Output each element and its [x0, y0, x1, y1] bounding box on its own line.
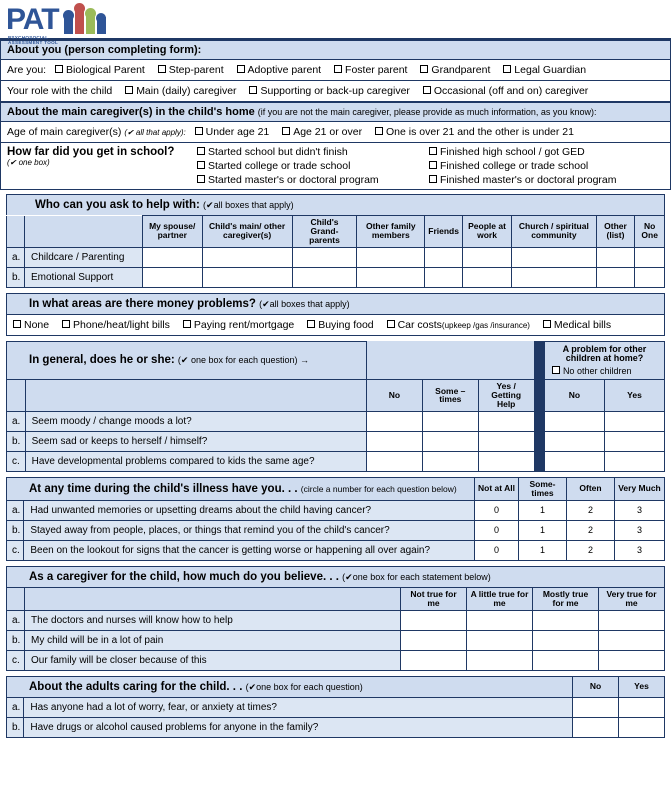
checkbox-mixed-ages[interactable] — [375, 127, 383, 135]
col-no: No — [367, 380, 423, 412]
table-row — [7, 630, 665, 650]
col-grandparents: Child's Grand- parents — [292, 216, 357, 248]
cell-grandparents[interactable] — [292, 247, 357, 267]
cell-no[interactable] — [573, 697, 619, 717]
cell-mostly-true[interactable] — [533, 610, 599, 630]
adults-table — [6, 676, 665, 738]
option-biological-parent[interactable]: Biological Parent — [55, 64, 145, 76]
cell-a-little-true[interactable] — [467, 650, 533, 670]
cell-other-list[interactable] — [596, 267, 635, 287]
role-label: Your role with the child — [7, 85, 113, 97]
cell-other-no[interactable] — [544, 411, 604, 431]
table-row — [7, 431, 665, 451]
score-3[interactable]: 3 — [615, 540, 665, 560]
row-label: Have developmental problems compared to kids the same age? — [25, 451, 366, 471]
checkbox-biological-parent[interactable] — [55, 65, 63, 73]
col-people-at-work: People at work — [462, 216, 511, 248]
col-other-no: No — [544, 380, 604, 412]
section-money-title: In what areas are there money problems? (✔all boxes that apply) — [6, 293, 665, 315]
col-yes: Yes — [619, 676, 665, 697]
logo-subtitle: PSYCHOSOCIAL ASSESSMENT TOOL — [8, 35, 59, 45]
believe-title-row: As a caregiver for the child, how much do you believe. . . (✔one box for each statement below) — [7, 566, 665, 587]
checkbox-phone-bills[interactable] — [62, 320, 70, 328]
cell-main-caregivers[interactable] — [202, 247, 292, 267]
col-sometimes: Some- times — [519, 477, 567, 500]
believe-header-row — [7, 587, 665, 610]
age-note: (✔ all that apply): — [124, 128, 186, 137]
cell-other-no[interactable] — [544, 451, 604, 471]
col-not-true: Not true for me — [401, 587, 467, 610]
cell-yes[interactable] — [619, 697, 665, 717]
option-phone-bills[interactable]: Phone/heat/light bills — [62, 319, 170, 331]
row-index: c. — [7, 451, 26, 471]
option-occasional-caregiver[interactable]: Occasional (off and on) caregiver — [423, 85, 588, 97]
cell-not-true[interactable] — [401, 650, 467, 670]
col-other-family: Other family members — [357, 216, 425, 248]
row-label: Stayed away from people, places, or things that remind you of the child's cancer? — [24, 520, 475, 540]
option-car-costs[interactable]: Car costs(upkeep /gas /insurance) — [387, 319, 530, 331]
score-1[interactable]: 1 — [519, 540, 567, 560]
row-label: Seem moody / change moods a lot? — [25, 411, 366, 431]
table-row — [7, 697, 665, 717]
row-label: Had unwanted memories or upsetting dreams about the child having cancer? — [24, 500, 475, 520]
row-index: b. — [7, 717, 24, 737]
cell-very-true[interactable] — [599, 630, 665, 650]
cell-mostly-true[interactable] — [533, 650, 599, 670]
section-adults-title: About the adults caring for the child. . . — [29, 680, 243, 693]
cell-no[interactable] — [367, 411, 423, 431]
checkbox-grandparent[interactable] — [420, 65, 428, 73]
row-index: c. — [7, 540, 24, 560]
option-main-caregiver[interactable]: Main (daily) caregiver — [125, 85, 236, 97]
cell-not-true[interactable] — [401, 610, 467, 630]
row-index: b. — [7, 431, 26, 451]
believe-table — [6, 566, 665, 671]
row-label: Has anyone had a lot of worry, fear, or anxiety at times? — [24, 697, 573, 717]
cell-grandparents[interactable] — [292, 267, 357, 287]
cell-church[interactable] — [512, 247, 597, 267]
checkbox-food[interactable] — [307, 320, 315, 328]
cell-yes[interactable] — [619, 717, 665, 737]
school-note: (✔ one box) — [7, 158, 50, 167]
cell-a-little-true[interactable] — [467, 610, 533, 630]
are-you-label: Are you: — [7, 64, 47, 76]
checkbox-under-21[interactable] — [195, 127, 203, 135]
cell-no-one[interactable] — [635, 267, 665, 287]
row-label: Childcare / Parenting — [25, 247, 143, 267]
col-a-little-true: A little true for me — [467, 587, 533, 610]
school-row — [0, 143, 671, 190]
cell-friends[interactable] — [425, 267, 463, 287]
option-grandparent[interactable]: Grandparent — [420, 64, 490, 76]
option-supporting-caregiver[interactable]: Supporting or back-up caregiver — [249, 85, 409, 97]
row-index: a. — [7, 500, 24, 520]
row-index: b. — [7, 520, 24, 540]
cell-no[interactable] — [573, 717, 619, 737]
option-mixed-ages[interactable]: One is over 21 and the other is under 21 — [375, 126, 574, 138]
table-row — [7, 610, 665, 630]
cell-no-one[interactable] — [635, 247, 665, 267]
cell-friends[interactable] — [425, 247, 463, 267]
option-medical-bills[interactable]: Medical bills — [543, 319, 611, 331]
cell-other-family[interactable] — [357, 267, 425, 287]
section-illness-title: At any time during the child's illness have you. . . — [29, 482, 298, 495]
help-table-header-row — [7, 216, 665, 248]
logo-title: PAT — [6, 3, 59, 36]
option-food[interactable]: Buying food — [307, 319, 373, 331]
score-0[interactable]: 0 — [475, 540, 519, 560]
role-row — [0, 81, 671, 102]
score-2[interactable]: 2 — [567, 500, 615, 520]
checkbox-none[interactable] — [13, 320, 21, 328]
table-row — [7, 540, 665, 560]
option-foster-parent[interactable]: Foster parent — [334, 64, 407, 76]
row-label: Been on the lookout for signs that the cancer is getting worse or happening all over again? — [24, 540, 475, 560]
row-label: Emotional Support — [25, 267, 143, 287]
cell-church[interactable] — [512, 267, 597, 287]
col-main-caregivers: Child's main/ other caregiver(s) — [202, 216, 292, 248]
col-not-at-all: Not at All — [475, 477, 519, 500]
col-no: No — [573, 676, 619, 697]
cell-people-at-work[interactable] — [462, 267, 511, 287]
col-spouse: My spouse/ partner — [143, 216, 203, 248]
cell-other-list[interactable] — [596, 247, 635, 267]
illness-header-row: At any time during the child's illness have you. . . (circle a number for each question below) Not at All Some- times Often Very Much — [7, 477, 665, 500]
option-step-parent[interactable]: Step-parent — [158, 64, 224, 76]
school-label: How far did you get in school? — [7, 146, 175, 158]
checkbox-car-costs[interactable] — [387, 320, 395, 328]
general-header-row — [7, 380, 665, 412]
checkbox-finished-masters[interactable] — [429, 175, 437, 183]
option-finished-masters[interactable]: Finished master's or doctoral program — [429, 174, 617, 186]
row-label: Our family will be closer because of this — [25, 650, 401, 670]
section-caregivers-title: About the main caregiver(s) in the child's home (if you are not the main caregiver, please provide as much information, as you know): — [0, 102, 671, 122]
cell-a-little-true[interactable] — [467, 630, 533, 650]
cell-mostly-true[interactable] — [533, 630, 599, 650]
checkbox-supporting-caregiver[interactable] — [249, 86, 257, 94]
row-index: c. — [7, 650, 25, 670]
col-yes-getting-help: Yes / Getting Help — [478, 380, 534, 412]
cell-people-at-work[interactable] — [462, 247, 511, 267]
checkbox-no-other-children[interactable] — [552, 366, 560, 374]
col-often: Often — [567, 477, 615, 500]
cell-not-true[interactable] — [401, 630, 467, 650]
cell-yes[interactable] — [478, 451, 534, 471]
cell-sometimes[interactable] — [422, 451, 478, 471]
option-finished-college[interactable]: Finished college or trade school — [429, 160, 588, 172]
cell-other-yes[interactable] — [604, 411, 664, 431]
cell-very-true[interactable] — [599, 650, 665, 670]
cell-other-yes[interactable] — [604, 431, 664, 451]
table-row — [7, 650, 665, 670]
other-children-header: A problem for other children at home? — [562, 343, 647, 364]
are-you-row — [0, 60, 671, 81]
cell-main-caregivers[interactable] — [202, 267, 292, 287]
row-index: a. — [7, 610, 25, 630]
option-started-school[interactable]: Started school but didn't finish — [197, 146, 348, 158]
cell-sometimes[interactable] — [422, 411, 478, 431]
col-mostly-true: Mostly true for me — [533, 587, 599, 610]
cell-other-no[interactable] — [544, 431, 604, 451]
checkbox-medical-bills[interactable] — [543, 320, 551, 328]
score-0[interactable]: 0 — [475, 520, 519, 540]
cell-spouse[interactable] — [143, 267, 203, 287]
row-index: a. — [7, 697, 24, 717]
option-finished-highschool[interactable]: Finished high school / got GED — [429, 146, 585, 158]
cell-spouse[interactable] — [143, 247, 203, 267]
table-row — [7, 717, 665, 737]
row-label: Have drugs or alcohol caused problems for anyone in the family? — [24, 717, 573, 737]
cell-other-yes[interactable] — [604, 451, 664, 471]
score-2[interactable]: 2 — [567, 540, 615, 560]
logo-header — [0, 0, 671, 45]
option-none[interactable]: None — [13, 319, 49, 331]
checkbox-rent[interactable] — [183, 320, 191, 328]
cell-very-true[interactable] — [599, 610, 665, 630]
checkbox-finished-highschool[interactable] — [429, 147, 437, 155]
help-table — [6, 215, 665, 288]
cell-sometimes[interactable] — [422, 431, 478, 451]
option-21-or-over[interactable]: Age 21 or over — [282, 126, 362, 138]
score-1[interactable]: 1 — [519, 500, 567, 520]
general-title-row: In general, does he or she: (✔ one box for each question) → A problem for other children at home? No other children — [7, 341, 665, 379]
money-options-row — [6, 315, 665, 336]
row-label: The doctors and nurses will know how to help — [25, 610, 401, 630]
col-church: Church / spiritual community — [512, 216, 597, 248]
option-adoptive-parent[interactable]: Adoptive parent — [237, 64, 322, 76]
checkbox-step-parent[interactable] — [158, 65, 166, 73]
table-row — [7, 500, 665, 520]
table-row — [7, 267, 665, 287]
row-index: a. — [7, 247, 25, 267]
col-friends: Friends — [425, 216, 463, 248]
section-about-you-title: About you (person completing form): — [0, 40, 671, 60]
col-other-list: Other (list) — [596, 216, 635, 248]
checkbox-started-college[interactable] — [197, 161, 205, 169]
cell-yes[interactable] — [478, 411, 534, 431]
row-label: My child will be in a lot of pain — [25, 630, 401, 650]
score-0[interactable]: 0 — [475, 500, 519, 520]
col-very-true: Very true for me — [599, 587, 665, 610]
checkbox-adoptive-parent[interactable] — [237, 65, 245, 73]
table-row — [7, 451, 665, 471]
adults-header-row: About the adults caring for the child. . . (✔one box for each question) No Yes — [7, 676, 665, 697]
checkbox-started-masters[interactable] — [197, 175, 205, 183]
score-2[interactable]: 2 — [567, 520, 615, 540]
col-sometimes: Some – times — [422, 380, 478, 412]
logo — [6, 2, 110, 45]
col-very-much: Very Much — [615, 477, 665, 500]
cell-yes[interactable] — [478, 431, 534, 451]
table-row — [7, 247, 665, 267]
logo-people-icon — [62, 2, 110, 34]
checkbox-legal-guardian[interactable] — [503, 65, 511, 73]
illness-table — [6, 477, 665, 561]
option-rent[interactable]: Paying rent/mortgage — [183, 319, 294, 331]
row-index: a. — [7, 411, 26, 431]
option-under-21[interactable]: Under age 21 — [195, 126, 270, 138]
section-believe-title: As a caregiver for the child, how much do you believe. . . — [29, 570, 339, 583]
checkbox-finished-college[interactable] — [429, 161, 437, 169]
option-started-college[interactable]: Started college or trade school — [197, 160, 350, 172]
score-3[interactable]: 3 — [615, 520, 665, 540]
score-1[interactable]: 1 — [519, 520, 567, 540]
cell-no[interactable] — [367, 431, 423, 451]
cell-other-family[interactable] — [357, 247, 425, 267]
row-index: b. — [7, 630, 25, 650]
checkbox-21-or-over[interactable] — [282, 127, 290, 135]
section-general-title: In general, does he or she: — [29, 354, 175, 367]
table-row — [7, 520, 665, 540]
age-row — [0, 122, 671, 143]
checkbox-foster-parent[interactable] — [334, 65, 342, 73]
col-other-yes: Yes — [604, 380, 664, 412]
general-table — [6, 341, 665, 472]
checkbox-occasional-caregiver[interactable] — [423, 86, 431, 94]
cell-no[interactable] — [367, 451, 423, 471]
col-no-one: No One — [635, 216, 665, 248]
row-index: b. — [7, 267, 25, 287]
option-started-masters[interactable]: Started master's or doctoral program — [197, 174, 379, 186]
section-help-title: Who can you ask to help with: (✔all boxes that apply) — [6, 194, 665, 215]
age-label: Age of main caregiver(s) — [7, 126, 122, 138]
score-3[interactable]: 3 — [615, 500, 665, 520]
checkbox-main-caregiver[interactable] — [125, 86, 133, 94]
table-row — [7, 411, 665, 431]
option-legal-guardian[interactable]: Legal Guardian — [503, 64, 586, 76]
row-label: Seem sad or keeps to herself / himself? — [25, 431, 366, 451]
checkbox-started-school[interactable] — [197, 147, 205, 155]
